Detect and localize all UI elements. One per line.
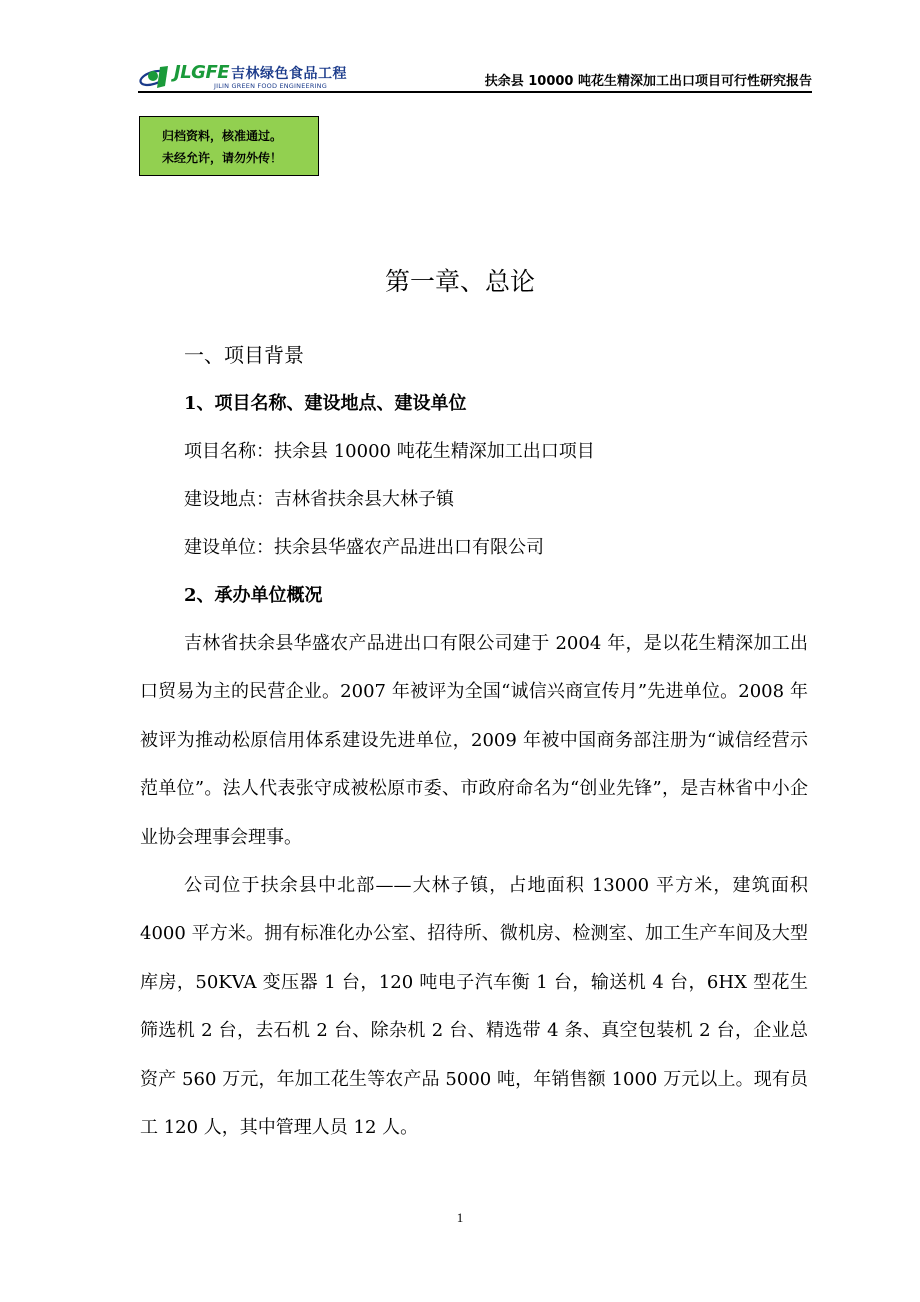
chapter-title: 第一章、总论 (384, 267, 535, 296)
project-name-line: 项目名称：扶余县 10000 吨花生精深加工出口项目 (184, 441, 595, 462)
logo-english-name: JILIN GREEN FOOD ENGINEERING (214, 82, 327, 91)
logo-emblem-icon (138, 64, 172, 90)
archive-notice-box (139, 116, 319, 176)
construction-site-line: 建设地点：吉林省扶余县大林子镇 (184, 489, 454, 510)
construction-unit-line: 建设单位：扶余县华盛农产品进出口有限公司 (184, 537, 544, 558)
header-title: 扶余县 10000 吨花生精深加工出口项目可行性研究报告 (484, 74, 812, 89)
section-title: 一、项目背景 (184, 343, 304, 367)
subsection-title-1: 1、项目名称、建设地点、建设单位 (184, 393, 467, 414)
subsection-title-2: 2、承办单位概况 (184, 585, 323, 606)
logo-chinese-name: 吉林绿色食品工程 (231, 66, 348, 83)
archive-notice-line-1: 归档资料，核准通过。 (162, 129, 283, 143)
page-header (138, 60, 812, 92)
archive-notice-line-2: 未经允许，请勿外传！ (162, 151, 283, 165)
header-divider (138, 91, 812, 93)
page-number: 1 (456, 1210, 464, 1225)
company-overview-paragraph-2: 公司位于扶余县中北部——大林子镇，占地面积 13000 平方米，建筑面积 4000 平方米。拥有标准化办公室、招待所、微机房、检测室、加工生产车间及大型库房，50KVA 变压器 1 台，120 吨电子汽车衡 1 台，输送机 4 台，6HX 型花生筛选机 2 台，去石机 2 台、除杂机 2 台、精选带 4 条、真空包装机 2 台，企业总资产 560 万元，年加工花生等农产品 5000 吨，年销售额 1000 万元以上。现有员工 120 人，其中管理人员 12 人。 (140, 875, 808, 1139)
company-overview-paragraph-1: 吉林省扶余县华盛农产品进出口有限公司建于 2004 年，是以花生精深加工出口贸易为主的民营企业。2007 年被评为全国“诚信兴商宣传月”先进单位。2008 年被评为推动松原信用体系建设先进单位，2009 年被中国商务部注册为“诚信经营示范单位”。法人代表张守成被松原市委、市政府命名为“创业先锋”，是吉林省中小企业协会理事会理事。 (140, 633, 808, 848)
logo-abbreviation: JLGFE (174, 62, 230, 84)
company-logo (138, 64, 347, 90)
